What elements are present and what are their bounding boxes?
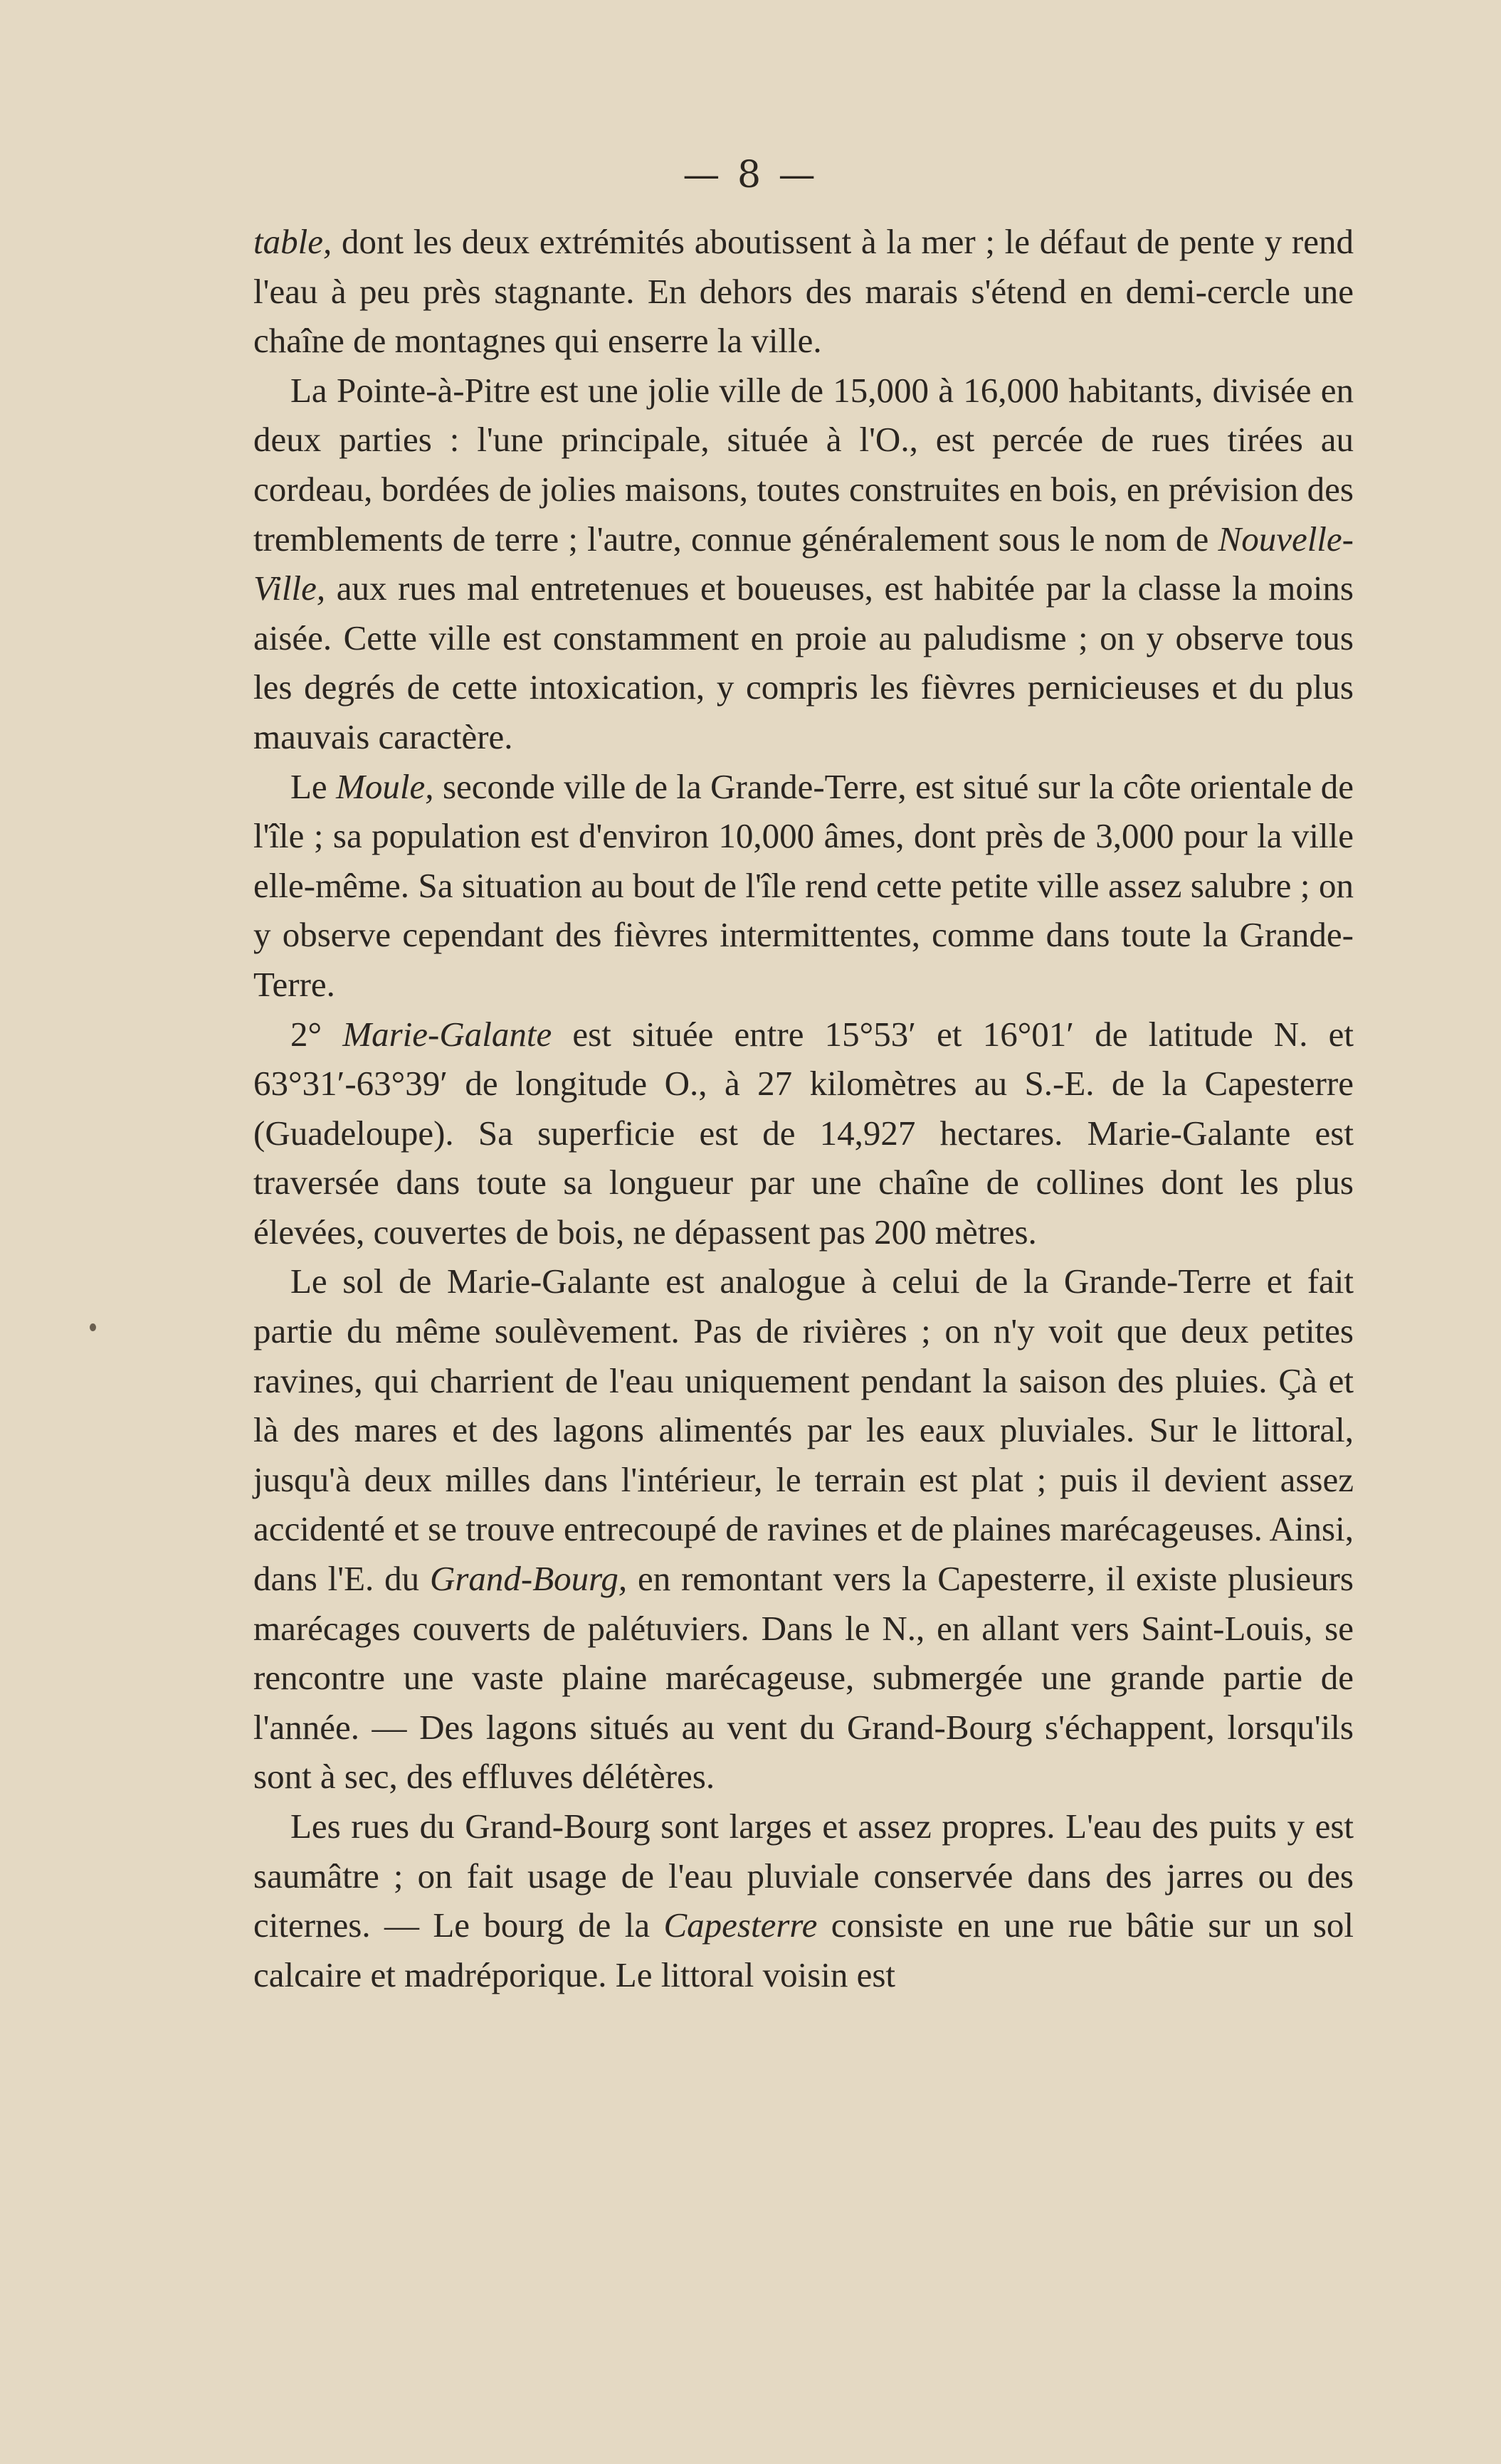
italic-term: Capesterre (663, 1905, 818, 1945)
body-text (253, 217, 1354, 1999)
text-run: Le sol de Marie-Galante est analogue à celui de la Grande-Terre et fait partie du même soulèvement. Pas de rivières ; on n'y voit que deux petites ravines, qui charrient de l'eau uniquement pendant la saison des pluies. Çà et là des mares et des lagons alimentés par les eaux pluviales. Sur le littoral, jusqu'à deux milles dans l'intérieur, le terrain est plat ; puis il devient assez accidenté et se trouve entrecoupé de ravines et de plaines marécageuses. Ainsi, dans l'E. du (253, 1262, 1354, 1599)
paragraph (253, 1010, 1354, 1257)
page-number: — 8 — (683, 154, 818, 196)
paragraph (253, 1802, 1354, 1999)
paragraph (253, 366, 1354, 762)
text-run: Le (290, 766, 337, 806)
paragraph (253, 217, 1354, 366)
italic-term: Marie-Galante (342, 1014, 552, 1054)
text-run: seconde ville de la Grande-Terre, est situé sur la côte orientale de l'île ; sa population est d'environ 10,000 âmes, dont près de 3,000 pour la ville elle-même. Sa situation au bout de l'île rend cette petite ville assez salubre ; on y observe cependant des fièvres intermittentes, comme dans toute la Grande-Terre. (253, 766, 1354, 1004)
italic-term: table, (253, 222, 332, 261)
text-run: dont les deux extrémités aboutissent à la mer ; le défaut de pente y rend l'eau à peu près stagnante. En dehors des marais s'étend en demi-cercle une chaîne de montagnes qui enserre la ville. (253, 222, 1354, 361)
italic-term: Moule, (336, 766, 434, 806)
text-run: est située entre 15°53′ et 16°01′ de latitude N. et 63°31′-63°39′ de longitude O., à 27 kilomètres au S.-E. de la Capesterre (Guadeloupe). Sa superficie est de 14,927 hectares. Marie-Galante est traversée dans toute sa longueur par une chaîne de collines dont les plus élevées, couvertes de bois, ne dépassent pas 200 mètres. (253, 1014, 1354, 1252)
text-run: 2° (290, 1014, 343, 1054)
text-run: aux rues mal entretenues et boueuses, est habitée par la classe la moins aisée. Cette ville est constamment en proie au paludisme ; on y observe tous les degrés de cette intoxication, y compris les fièvres pernicieuses et du plus mauvais caractère. (253, 569, 1354, 756)
paragraph (253, 762, 1354, 1010)
ink-speck (90, 1323, 96, 1331)
italic-term: Grand-Bourg, (429, 1559, 628, 1599)
italic-term: Nouvelle-Ville, (253, 519, 1354, 608)
text-run: La Pointe-à-Pitre est une jolie ville de 15,000 à 16,000 habitants, divisée en deux parties : l'une principale, située à l'O., est percée de rues tirées au cordeau, bordées de jolies maisons, toutes construites en bois, en prévision des tremblements de terre ; l'autre, connue généralement sous le nom de (253, 370, 1354, 559)
paragraph (253, 1257, 1354, 1802)
text-run: consiste en une rue bâtie sur un sol calcaire et madréporique. Le littoral voisin est (253, 1905, 1354, 1994)
text-run: Les rues du Grand-Bourg sont larges et assez propres. L'eau des puits y est saumâtre ; on fait usage de l'eau pluviale conservée dans des jarres ou des citernes. — Le bourg de la (253, 1807, 1354, 1945)
text-run: en remontant vers la Capesterre, il existe plusieurs marécages couverts de palétuviers. Dans le N., en allant vers Saint-Louis, se rencontre une vaste plaine marécageuse, submergée une grande partie de l'année. — Des lagons situés au vent du Grand-Bourg s'échappent, lorsqu'ils sont à sec, des effluves délétères. (253, 1559, 1354, 1797)
